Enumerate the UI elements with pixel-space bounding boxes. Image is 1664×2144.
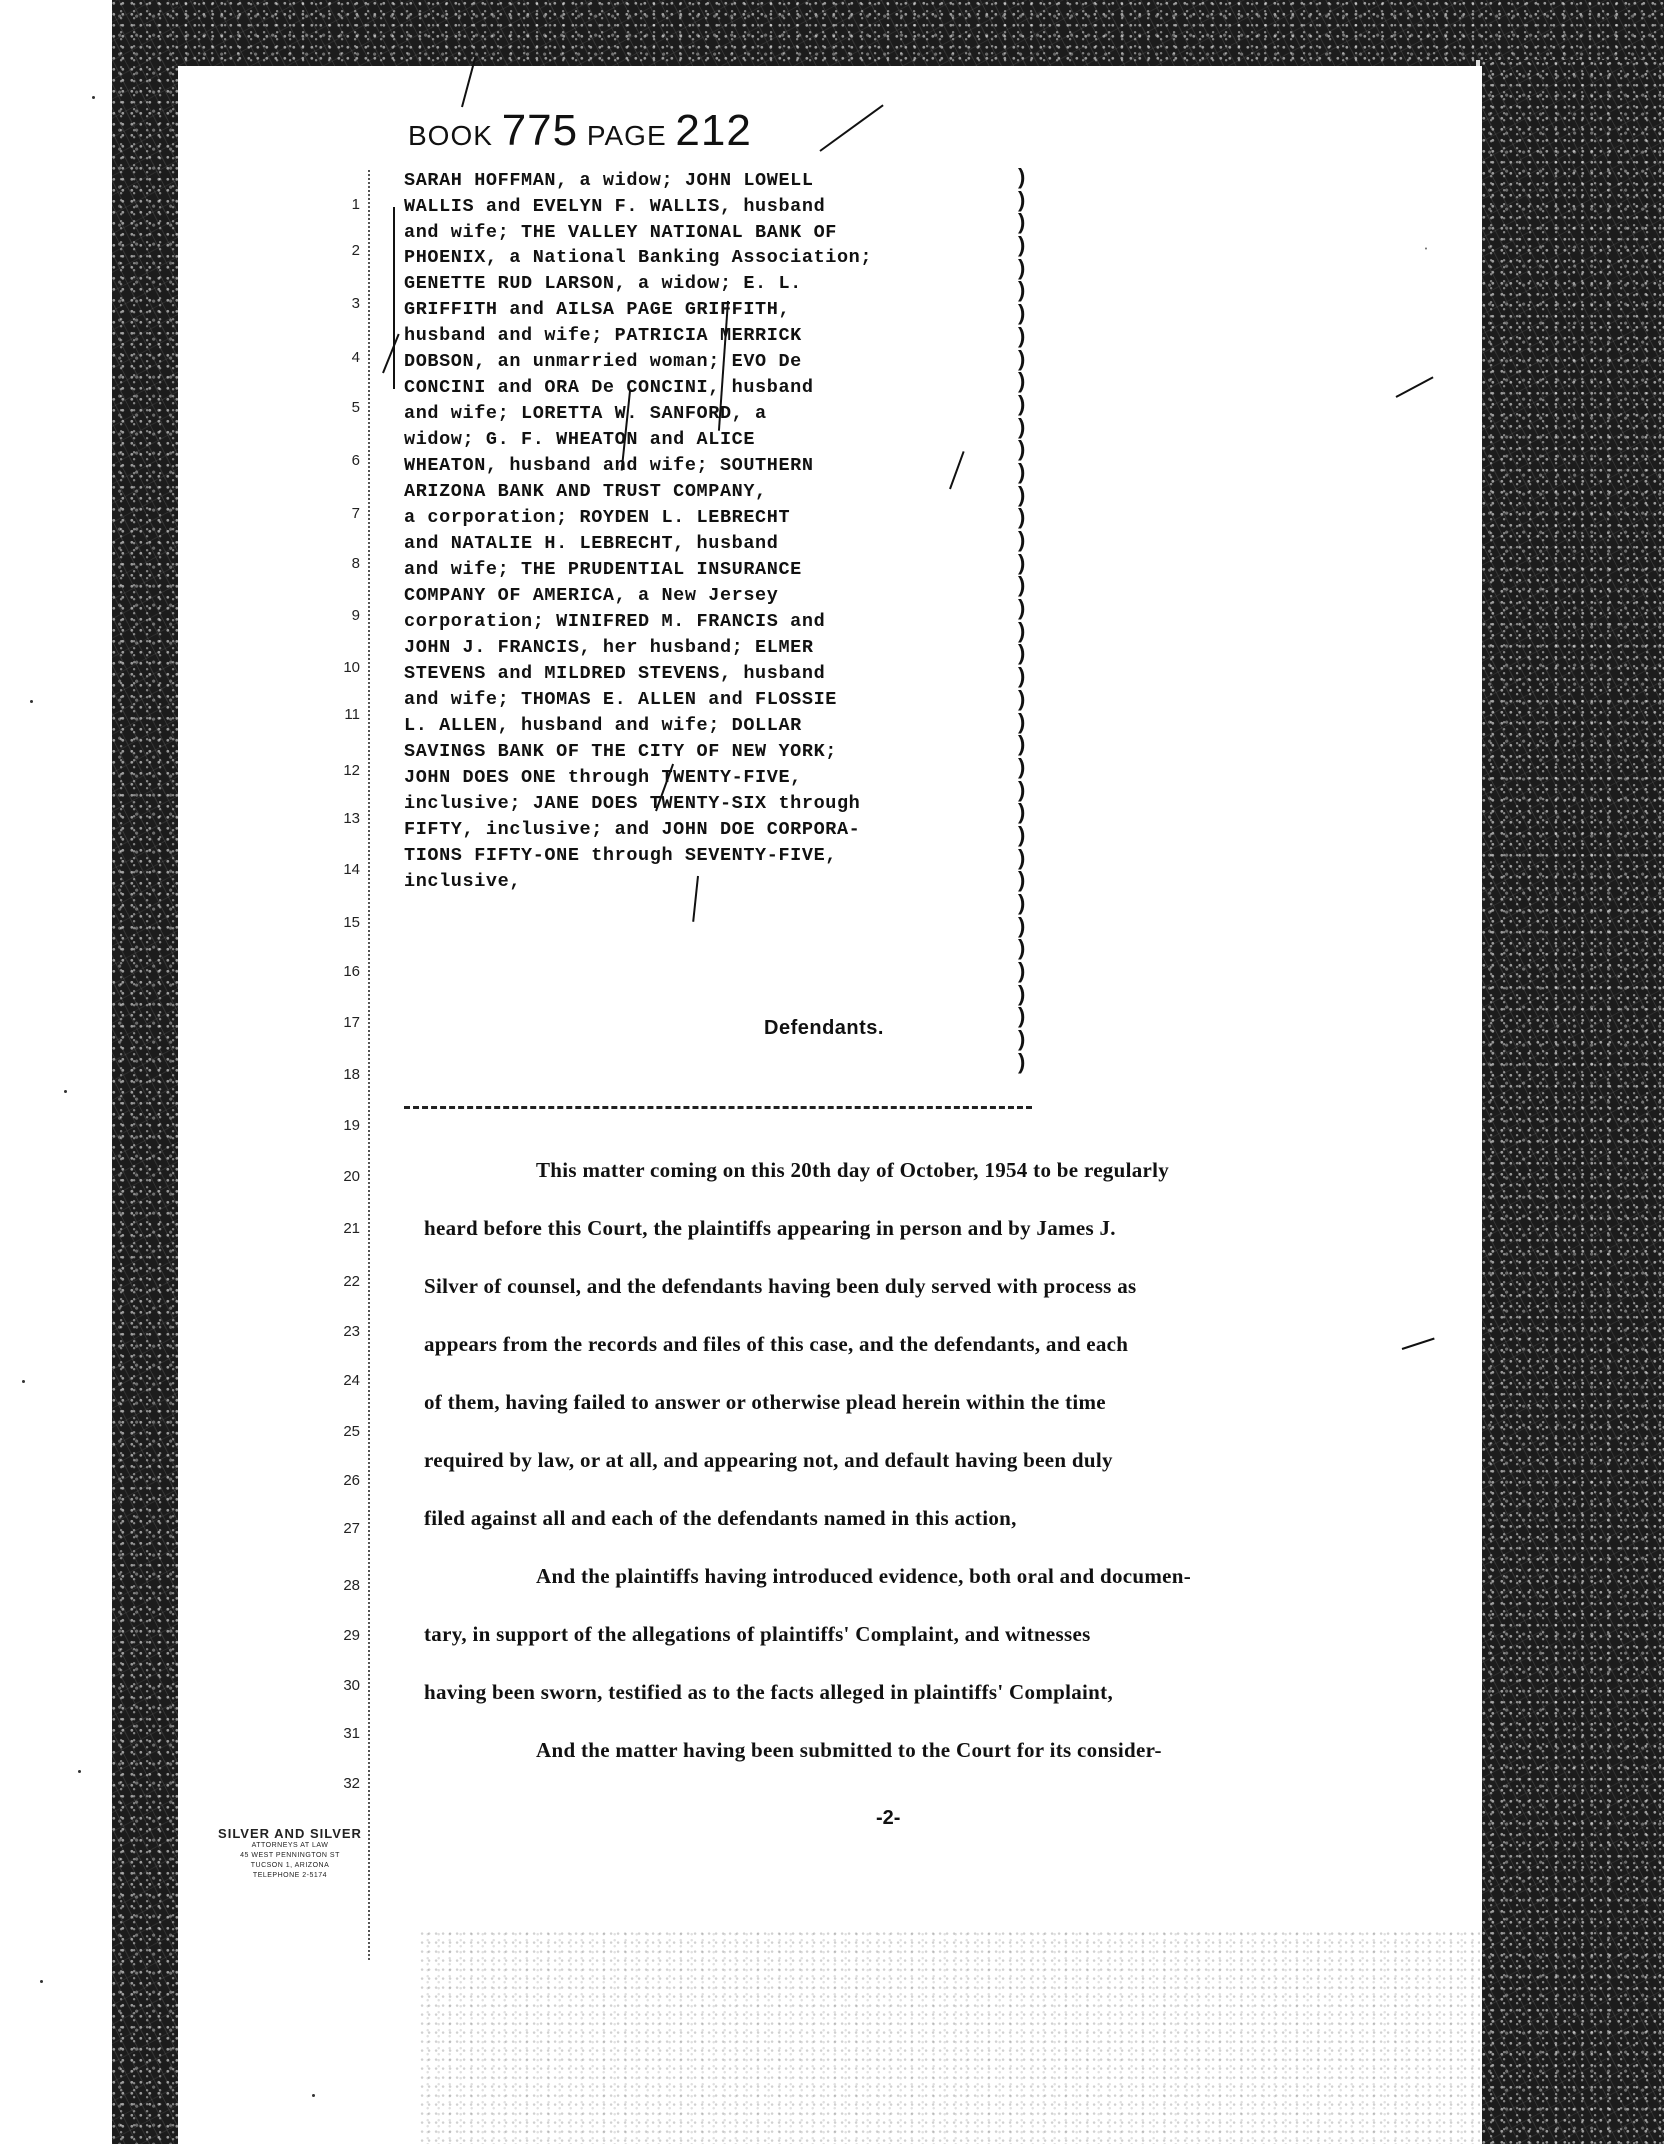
caption-line: and wife; THE VALLEY NATIONAL BANK OF: [404, 222, 837, 243]
paren: ): [1018, 1003, 1026, 1029]
paren: ): [1018, 731, 1026, 757]
paren: ): [1018, 390, 1026, 416]
page-number: 212: [675, 106, 752, 155]
body-line: of them, having failed to answer or otherwise plead herein within the time: [424, 1390, 1106, 1414]
paren: ): [1018, 753, 1026, 779]
paren: ): [1018, 1026, 1026, 1052]
paren: ): [1018, 958, 1026, 984]
caption-line: ARIZONA BANK AND TRUST COMPANY,: [404, 481, 767, 502]
law-firm-block: [210, 1826, 370, 1881]
paren: ): [1018, 549, 1026, 575]
paren: ): [1018, 254, 1026, 280]
pleading-margin-rule: [368, 170, 372, 1960]
paren: ): [1018, 867, 1026, 893]
caption-line: WALLIS and EVELYN F. WALLIS, husband: [404, 196, 826, 217]
caption-line: WHEATON, husband and wife; SOUTHERN: [404, 455, 814, 476]
paren: ): [1018, 186, 1026, 212]
scan-speck: [78, 1770, 81, 1773]
body-line: heard before this Court, the plaintiffs appearing in person and by James J.: [424, 1216, 1116, 1240]
line-number: 25: [343, 1423, 360, 1440]
paren: ): [1018, 300, 1026, 326]
caption-line: JOHN DOES ONE through TWENTY-FIVE,: [404, 767, 802, 788]
caption-line: widow; G. F. WHEATON and ALICE: [404, 429, 756, 450]
body-line: filed against all and each of the defendants named in this action,: [424, 1506, 1017, 1530]
paren: ): [1018, 685, 1026, 711]
paren: ): [1018, 912, 1026, 938]
line-number: 21: [343, 1220, 360, 1237]
caption-line: and NATALIE H. LEBRECHT, husband: [404, 533, 779, 554]
paren: ): [1018, 481, 1026, 507]
firm-line: TELEPHONE 2-5174: [252, 1872, 328, 1879]
caption-line: L. ALLEN, husband and wife; DOLLAR: [404, 715, 802, 736]
body-line: required by law, or at all, and appearing not, and default having been duly: [424, 1448, 1113, 1472]
caption-line: inclusive,: [404, 871, 522, 892]
paren: ): [1018, 164, 1026, 189]
caption-line: a corporation; ROYDEN L. LEBRECHT: [404, 507, 791, 528]
paren: ): [1018, 595, 1026, 621]
body-line: tary, in support of the allegations of plaintiffs' Complaint, and witnesses: [424, 1622, 1091, 1646]
paren: ): [1018, 572, 1026, 598]
caption-line: and wife; THOMAS E. ALLEN and FLOSSIE: [404, 689, 837, 710]
paren: ): [1018, 277, 1026, 303]
line-number: 16: [343, 963, 360, 980]
line-number: 8: [351, 555, 360, 572]
paren: ): [1018, 436, 1026, 462]
line-number: 15: [343, 914, 360, 931]
line-number: 6: [351, 452, 360, 469]
body-line: appears from the records and files of this case, and the defendants, and each: [424, 1332, 1129, 1356]
body-line: And the plaintiffs having introduced evidence, both oral and documen-: [536, 1564, 1192, 1588]
caption-line: and wife; LORETTA W. SANFORD, a: [404, 403, 767, 424]
page-number-footer: -2-: [876, 1807, 901, 1829]
caption-line: FIFTY, inclusive; and JOHN DOE CORPORA-: [404, 819, 861, 840]
paren: ): [1018, 980, 1026, 1006]
page-label: PAGE: [586, 120, 667, 151]
paren: ): [1018, 617, 1026, 643]
caption-line: TIONS FIFTY-ONE through SEVENTY-FIVE,: [404, 845, 837, 866]
paren: ): [1018, 844, 1026, 870]
caption-line: inclusive; JANE DOES TWENTY-SIX through: [404, 793, 861, 814]
scan-border-top: [112, 0, 1664, 66]
line-number: 24: [343, 1372, 360, 1389]
caption-line: DOBSON, an unmarried woman; EVO De: [404, 351, 802, 372]
book-page-reference: [408, 106, 752, 156]
caption-line: husband and wife; PATRICIA MERRICK: [404, 325, 802, 346]
line-number: 18: [343, 1066, 360, 1083]
line-number: 9: [351, 607, 360, 624]
line-number: 11: [344, 706, 360, 723]
line-number: 7: [351, 505, 360, 522]
scan-speck: [30, 700, 33, 703]
paren: ): [1018, 232, 1026, 258]
scan-grain: [420, 1930, 1480, 2144]
body-line: This matter coming on this 20th day of October, 1954 to be regularly: [536, 1158, 1170, 1182]
paren: ): [1018, 413, 1026, 439]
firm-line: TUCSON 1, ARIZONA: [250, 1862, 330, 1869]
body-line: having been sworn, testified as to the facts alleged in plaintiffs' Complaint,: [424, 1680, 1113, 1704]
paren: ): [1018, 708, 1026, 734]
body-line: Silver of counsel, and the defendants having been duly served with process as: [424, 1274, 1137, 1298]
line-number: 26: [343, 1472, 360, 1489]
line-number: 22: [343, 1273, 360, 1290]
defendants-label: Defendants.: [764, 1017, 884, 1039]
paren: ): [1018, 322, 1026, 348]
paren: ): [1018, 821, 1026, 847]
line-number: 4: [351, 349, 360, 366]
scan-speck: [92, 96, 95, 99]
scan-speck: [40, 1980, 43, 1983]
caption-line: GENETTE RUD LARSON, a widow; E. L.: [404, 273, 802, 294]
paren: ): [1018, 209, 1026, 235]
line-number: 2: [351, 242, 360, 259]
line-number: 14: [343, 861, 360, 878]
line-number: 27: [343, 1520, 360, 1537]
caption-line: CONCINI and ORA De CONCINI, husband: [404, 377, 814, 398]
line-number: 20: [343, 1168, 360, 1185]
caption-divider: [404, 1106, 1032, 1109]
line-number: 31: [343, 1725, 360, 1742]
line-number: 12: [343, 762, 360, 779]
paren: ): [1018, 799, 1026, 825]
book-label: BOOK: [408, 120, 493, 151]
line-number: 3: [351, 295, 360, 312]
paren: ): [1018, 1048, 1026, 1074]
firm-line: ATTORNEYS AT LAW: [251, 1842, 329, 1849]
paren: ): [1018, 640, 1026, 666]
side-margin-mark: .: [1421, 246, 1441, 254]
caption-line: corporation; WINIFRED M. FRANCIS and: [404, 611, 826, 632]
document-page: [178, 66, 1482, 2144]
line-number: 29: [343, 1627, 360, 1644]
caption-line: JOHN J. FRANCIS, her husband; ELMER: [404, 637, 814, 658]
paren: ): [1018, 458, 1026, 484]
firm-name: SILVER AND SILVER: [218, 1826, 362, 1841]
scan-speck: [312, 2094, 315, 2097]
book-number: 775: [501, 106, 579, 155]
line-number: 19: [343, 1117, 360, 1134]
firm-line: 45 WEST PENNINGTON ST: [240, 1852, 340, 1859]
line-number: 32: [343, 1775, 360, 1792]
line-number: 10: [343, 659, 360, 676]
paren: ): [1018, 935, 1026, 961]
scan-border-right: [1482, 60, 1664, 2144]
pen-stroke: [393, 207, 395, 389]
paren: ): [1018, 776, 1026, 802]
paren: ): [1018, 504, 1026, 530]
line-number: 17: [343, 1014, 360, 1031]
paren: ): [1018, 345, 1026, 371]
line-number: 28: [343, 1577, 360, 1594]
scan-speck: [22, 1380, 25, 1383]
caption-line: STEVENS and MILDRED STEVENS, husband: [404, 663, 826, 684]
paren: ): [1018, 527, 1026, 552]
line-number: 5: [351, 399, 360, 416]
body-line: And the matter having been submitted to the Court for its consider-: [536, 1738, 1162, 1762]
scan-border-left: [112, 0, 178, 2144]
caption-line: SAVINGS BANK OF THE CITY OF NEW YORK;: [404, 741, 837, 762]
caption-line: PHOENIX, a National Banking Association;: [404, 247, 873, 268]
caption-line: SARAH HOFFMAN, a widow; JOHN LOWELL: [404, 170, 814, 191]
caption-parentheses: [1018, 166, 1042, 1074]
line-number: 30: [343, 1677, 360, 1694]
caption-line: COMPANY OF AMERICA, a New Jersey: [404, 585, 779, 606]
caption-line: GRIFFITH and AILSA PAGE GRIFFITH,: [404, 299, 791, 320]
paren: ): [1018, 663, 1026, 689]
line-number: 13: [343, 810, 360, 827]
scan-speck: [64, 1090, 67, 1093]
caption-line: and wife; THE PRUDENTIAL INSURANCE: [404, 559, 802, 580]
line-number: 1: [351, 196, 360, 213]
line-number: 23: [343, 1323, 360, 1340]
paren: ): [1018, 890, 1026, 915]
paren: ): [1018, 368, 1026, 394]
